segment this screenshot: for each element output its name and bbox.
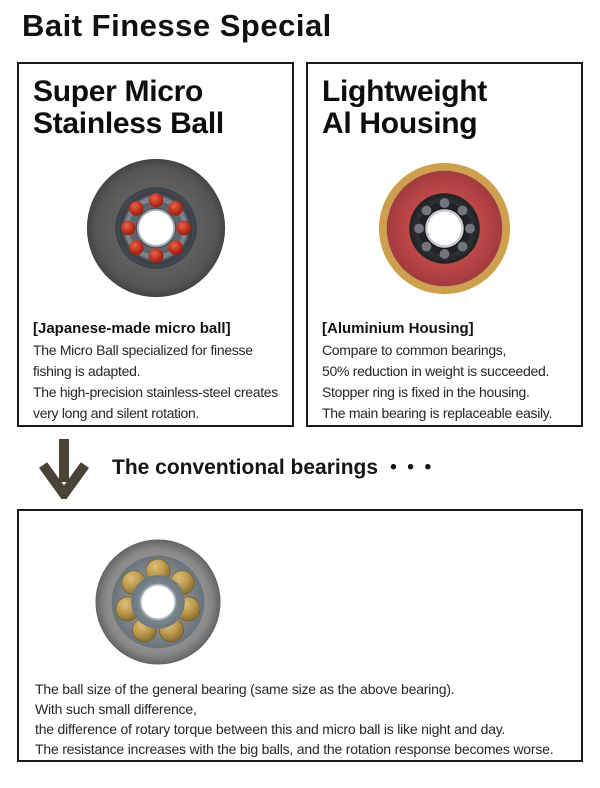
caption-line: The resistance increases with the big balls, and the rotation response becomes worse. [35, 741, 554, 757]
transition-row [38, 437, 431, 499]
aluminium-housing-bearing-image [376, 160, 513, 297]
caption-line: Stopper ring is fixed in the housing. [322, 384, 530, 400]
feature-heading-micro-ball [33, 76, 278, 140]
feature-boxes-row [17, 62, 583, 427]
caption-line: The Micro Ball specialized for finesse [33, 342, 253, 358]
caption-heading: [Aluminium Housing] [322, 320, 474, 337]
caption-heading: [Japanese-made micro ball] [33, 320, 231, 337]
al-housing-caption [322, 320, 567, 424]
transition-dots: • • • [390, 457, 432, 478]
al-housing-bearing-wrap [322, 152, 567, 304]
conventional-bearing-image [91, 535, 225, 669]
caption-line: fishing is adapted. [33, 363, 141, 379]
micro-ball-bearing-wrap [33, 152, 278, 304]
conventional-bearing-caption [35, 679, 553, 759]
caption-line: The ball size of the general bearing (same size as the above bearing). [35, 681, 455, 697]
down-arrow-icon [38, 437, 90, 499]
conventional-bearing-box [17, 509, 583, 762]
heading-line: Al Housing [322, 107, 478, 140]
heading-line: Super Micro [33, 75, 204, 108]
caption-line: With such small difference, [35, 701, 197, 717]
feature-box-micro-ball [17, 62, 294, 427]
feature-box-al-housing [306, 62, 583, 427]
transition-label: The conventional bearings [112, 456, 379, 479]
page-title: Bait Finesse Special [22, 8, 332, 43]
caption-line: Compare to common bearings, [322, 342, 507, 358]
caption-line: The high-precision stainless-steel creates [33, 384, 278, 400]
heading-line: Lightweight [322, 75, 487, 108]
caption-line: 50% reduction in weight is succeeded. [322, 363, 550, 379]
micro-ball-caption [33, 320, 278, 424]
caption-line: the difference of rotary torque between this and micro ball is like night and day. [35, 721, 506, 737]
caption-line: very long and silent rotation. [33, 405, 200, 421]
micro-ball-bearing-image [83, 155, 229, 301]
feature-heading-al-housing [322, 76, 567, 140]
heading-line: Stainless Ball [33, 107, 224, 140]
caption-line: The main bearing is replaceable easily. [322, 405, 553, 421]
